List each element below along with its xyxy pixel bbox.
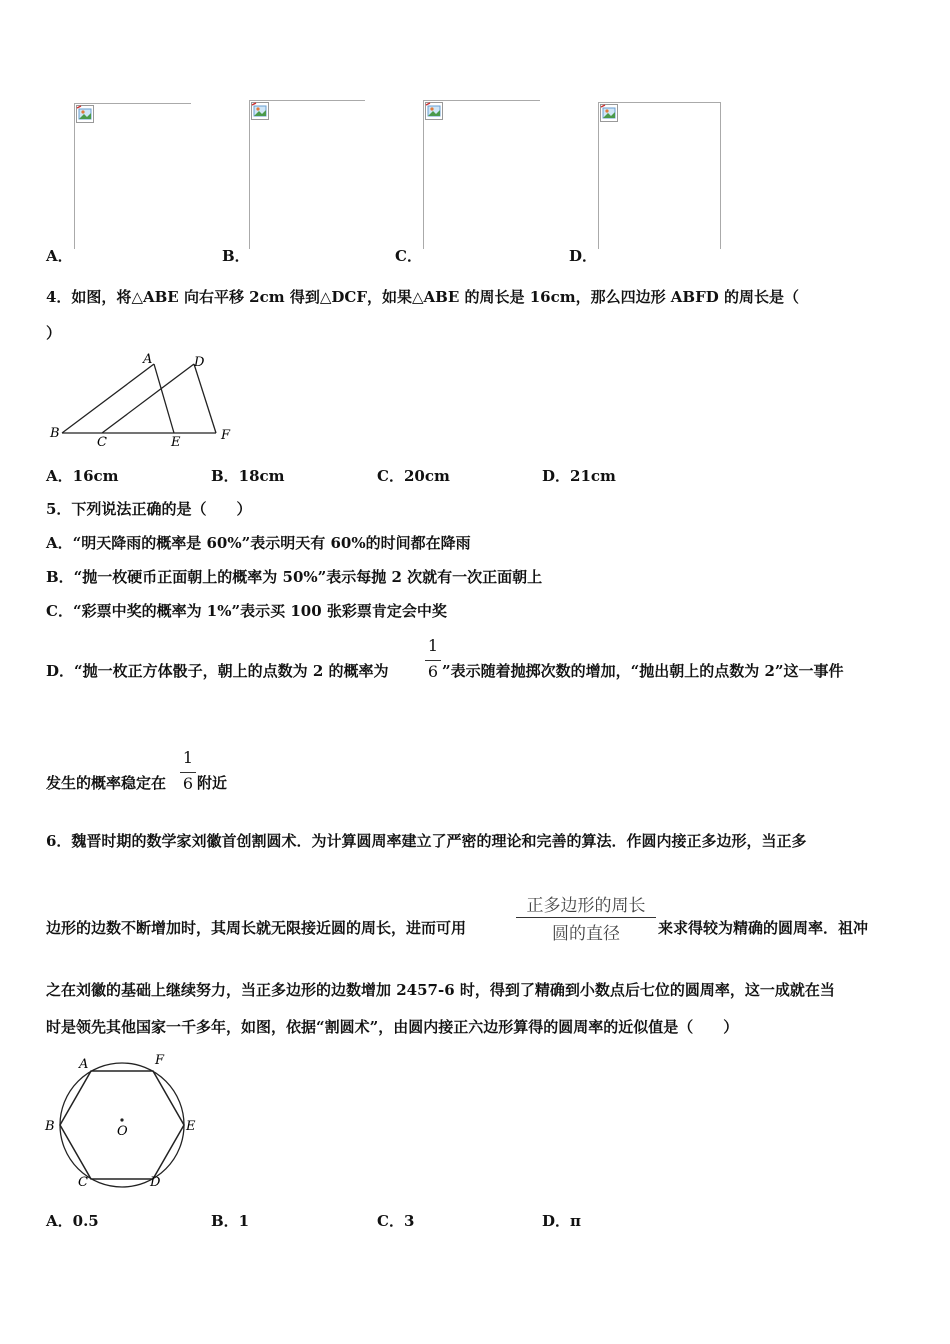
label-e: E	[186, 1119, 196, 1134]
segment-ba	[62, 364, 154, 433]
q3-option-c-label: C．	[395, 247, 422, 265]
label-a: A	[79, 1057, 89, 1072]
q6-inscribed-hexagon-figure	[40, 1048, 205, 1193]
q5-option-d-line2-part1: 发生的概率稳定在	[46, 774, 167, 792]
q5-option-d-part1: D．“抛一枚正方体骰子，朝上的点数为 2 的概率为	[46, 662, 389, 680]
q4-translation-figure	[46, 350, 236, 450]
q3-option-b-label: B．	[222, 247, 250, 265]
q6-line2-part1: 边形的边数不断增加时，其周长就无限接近圆的周长，进而可用	[46, 919, 467, 937]
option-c-image-placeholder	[423, 100, 540, 249]
q6-option-c: C．3	[377, 1212, 415, 1230]
q4-option-d: D．21cm	[542, 467, 616, 485]
label-c: C	[78, 1175, 88, 1190]
fraction-bar	[180, 772, 196, 773]
center-point	[120, 1118, 123, 1121]
fraction-bar	[425, 660, 441, 661]
segment-cd	[102, 364, 194, 433]
q4-stem-line2: ）	[46, 324, 62, 342]
q6-option-b: B．1	[211, 1212, 250, 1230]
label-f: F	[155, 1053, 165, 1068]
q5-fraction-one-sixth	[425, 636, 441, 682]
label-a: A	[143, 352, 153, 367]
broken-image-icon	[425, 102, 443, 120]
q4-stem-line1: 4．如图，将△ABE 向右平移 2cm 得到△DCF，如果△ABE 的周长是 16cm，那么四边形 ABFD 的周长是（	[46, 288, 799, 306]
label-o: O	[117, 1124, 128, 1139]
q4-option-c: C．20cm	[377, 467, 450, 485]
q5-option-c: C．“彩票中奖的概率为 1%”表示买 100 张彩票肯定会中奖	[46, 602, 447, 620]
label-c: C	[97, 435, 107, 450]
option-b-image-placeholder	[249, 100, 365, 249]
q6-line1: 6．魏晋时期的数学家刘徽首创割圆术．为计算圆周率建立了严密的理论和完善的算法．作圆内接正多边形，当正多	[46, 832, 807, 850]
q6-line2-part2: 来求得较为精确的圆周率．祖冲	[658, 919, 869, 937]
fraction-denominator: 6	[182, 774, 194, 793]
broken-image-icon	[251, 102, 269, 120]
q6-pi-fraction	[516, 891, 656, 943]
q3-option-a-label: A．	[46, 247, 73, 265]
fraction-numerator: 正多边形的周长	[526, 896, 646, 916]
fraction-numerator: 1	[182, 748, 194, 767]
label-d: D	[150, 1175, 161, 1190]
q6-line4: 时是领先其他国家一千多年，如图，依据“割圆术”，由圆内接正六边形算得的圆周率的近似值是（ ）	[46, 1018, 739, 1036]
q6-line3: 之在刘徽的基础上继续努力，当正多边形的边数增加 2457-6 时，得到了精确到小数点后七位的圆周率，这一成就在当	[46, 981, 835, 999]
q6-option-a: A．0.5	[46, 1212, 99, 1230]
q5-option-d-line2-part2: 附近	[197, 774, 228, 792]
q5-fraction-one-sixth-2	[180, 748, 196, 794]
fraction-numerator: 1	[427, 636, 439, 655]
broken-image-icon	[76, 105, 94, 123]
option-d-image-placeholder	[598, 102, 721, 249]
fraction-denominator: 圆的直径	[552, 924, 620, 944]
q5-stem: 5．下列说法正确的是（ ）	[46, 500, 252, 518]
q4-option-b: B．18cm	[211, 467, 285, 485]
segment-df	[194, 364, 216, 433]
q6-option-d: D．π	[542, 1212, 581, 1230]
fraction-bar	[516, 917, 656, 918]
option-a-image-placeholder	[74, 103, 191, 249]
segment-ae	[154, 364, 174, 433]
q3-option-d-label: D．	[569, 247, 598, 265]
q5-option-a: A．“明天降雨的概率是 60%”表示明天有 60%的时间都在降雨	[46, 534, 471, 552]
broken-image-icon	[600, 104, 618, 122]
label-f: F	[221, 428, 231, 443]
q4-option-a: A．16cm	[46, 467, 119, 485]
label-d: D	[194, 355, 205, 370]
fraction-denominator: 6	[427, 662, 439, 681]
q5-option-b: B．“抛一枚硬币正面朝上的概率为 50%”表示每抛 2 次就有一次正面朝上	[46, 568, 543, 586]
q5-option-d-part2: ”表示随着抛掷次数的增加，“抛出朝上的点数为 2”这一事件	[442, 662, 844, 680]
label-b: B	[45, 1119, 55, 1134]
label-e: E	[171, 435, 181, 450]
label-b: B	[50, 426, 60, 441]
